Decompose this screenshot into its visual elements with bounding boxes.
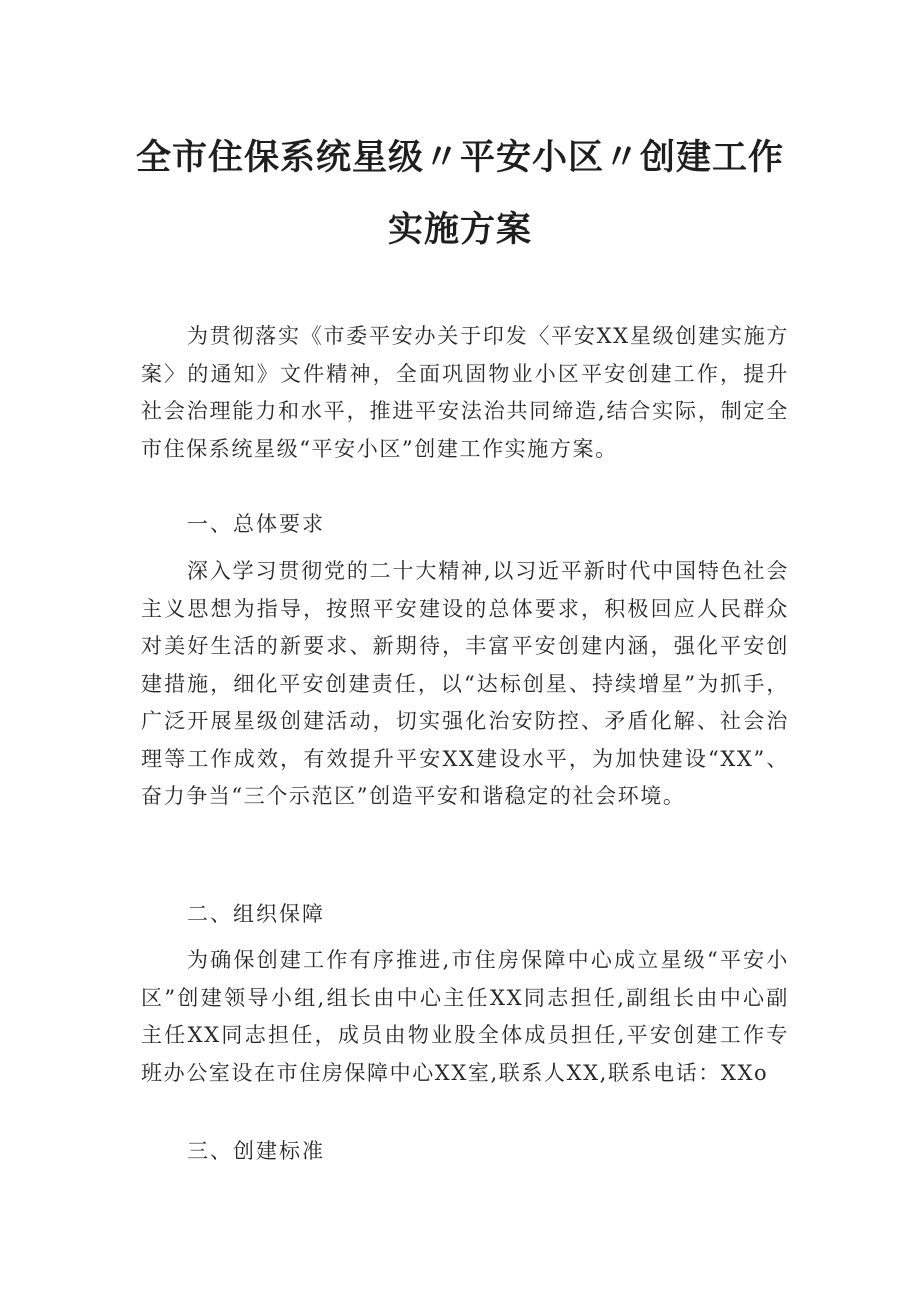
- intro-block: [141, 318, 789, 468]
- intro-paragraph: 为贯彻落实《市委平安办关于印发〈平安XX星级创建实施方案〉的通知》文件精神，全面巩固物业小区平安创建工作，提升社会治理能力和水平，推进平安法治共同缔造,结合实际，制定全市住保系统星级“平安小区”创建工作实施方案。: [141, 324, 789, 461]
- section-1-body-block: [141, 553, 789, 816]
- section-heading: 一、总体要求: [187, 512, 325, 536]
- section-3-heading-block: [141, 1133, 789, 1171]
- section-1-heading-block: [141, 506, 789, 544]
- section-paragraph: 为确保创建工作有序推进,市住房保障中心成立星级“平安小区”创建领导小组,组长由中心主任XX同志担任,副组长由中心副主任XX同志担任，成员由物业股全体成员担任,平安创建工作专班办公室设在市住房保障中心XX室,联系人XX,联系电话：XXo: [141, 948, 789, 1085]
- section-heading: 三、创建标准: [187, 1139, 325, 1163]
- document-title-line-2: 实施方案: [387, 210, 532, 250]
- document-title-line-1: 全市住保系统星级〃平安小区〃创建工作: [135, 138, 784, 178]
- section-2-body-block: [141, 942, 789, 1092]
- section-paragraph: 深入学习贯彻党的二十大精神,以习近平新时代中国特色社会主义思想为指导，按照平安建设的总体要求，积极回应人民群众对美好生活的新要求、新期待，丰富平安创建内涵，强化平安创建措施，细化平安创建责任，以“达标创星、持续增星”为抓手，广泛开展星级创建活动，切实强化治安防控、矛盾化解、社会治理等工作成效，有效提升平安XX建设水平，为加快建设“XX”、奋力争当“三个示范区”创造平安和谐稳定的社会环境。: [141, 559, 789, 808]
- section-heading: 二、组织保障: [187, 902, 325, 926]
- section-2-heading-block: [141, 896, 789, 934]
